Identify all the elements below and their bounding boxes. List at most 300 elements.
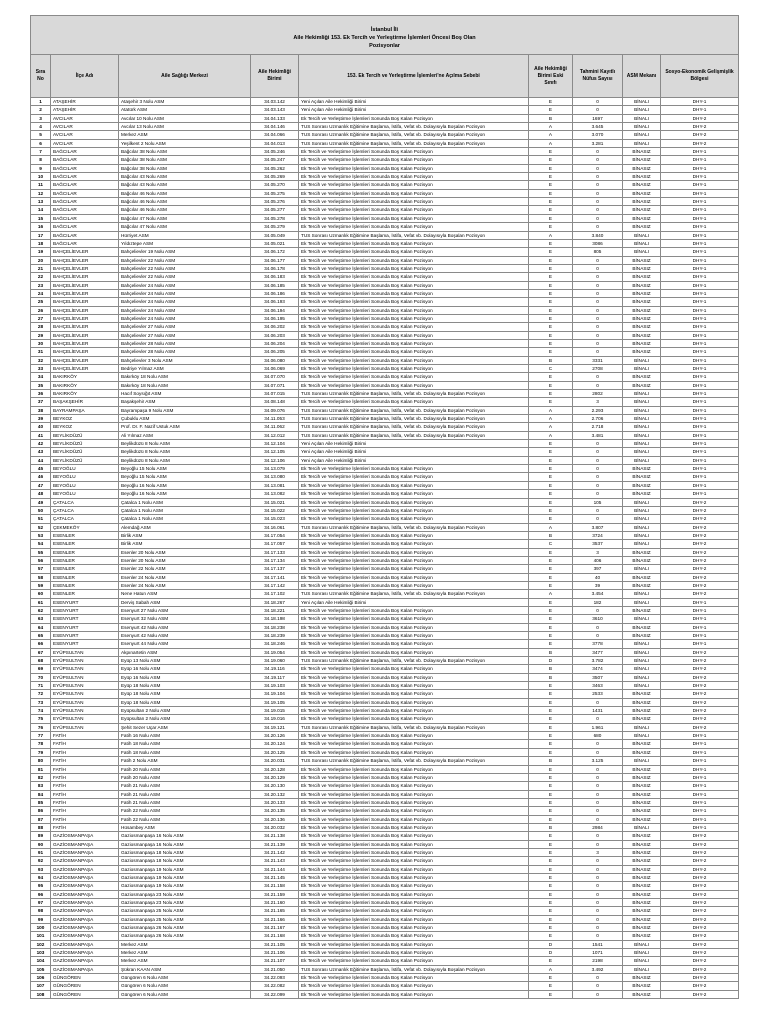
row-number: 59 xyxy=(31,581,51,589)
table-row xyxy=(31,281,739,289)
health-center-cell: Fatih 20 Nolu ASM xyxy=(119,765,251,773)
row-number: 36 xyxy=(31,390,51,398)
unit-code-cell: 34.05.246 xyxy=(251,148,299,156)
building-cell: BİNASIZ xyxy=(623,773,661,781)
health-center-cell: Eyüp 16 Nolu ASM xyxy=(119,665,251,673)
unit-code-cell: 34.21.165 xyxy=(251,907,299,915)
reason-cell: Ek Tercih ve Yerleştirme İşlemleri Sonunda Boş Kalan Pozisyon xyxy=(299,990,529,998)
building-cell: BİNASIZ xyxy=(623,298,661,306)
old-class-cell: E xyxy=(529,565,573,573)
region-cell: DHY-1 xyxy=(661,98,739,106)
unit-code-cell: 34.18.239 xyxy=(251,632,299,640)
district-cell: EYÜPSULTAN xyxy=(51,715,119,723)
district-cell: BAHÇELİEVLER xyxy=(51,248,119,256)
population-cell: 0 xyxy=(573,164,623,172)
row-number: 8 xyxy=(31,156,51,164)
population-cell: 0 xyxy=(573,281,623,289)
table-row xyxy=(31,598,739,606)
unit-code-cell: 34.18.246 xyxy=(251,640,299,648)
reason-cell: TUS Sonrası Uzmanlık Eğitimine Başlama, İstifa, Vefat vb. Dolayısıyla Boşalan Pozisyon xyxy=(299,406,529,414)
unit-code-cell: 34.21.145 xyxy=(251,873,299,881)
health-center-cell: Bağcılar 47 Nolu ASM xyxy=(119,214,251,222)
building-cell: BİNALI xyxy=(623,231,661,239)
reason-cell: TUS Sonrası Uzmanlık Eğitimine Başlama, İstifa, Vefat vb. Dolayısıyla Boşalan Pozisyon xyxy=(299,757,529,765)
old-class-cell: A xyxy=(529,406,573,414)
health-center-cell: Gaziosmanpaşa 16 Nolu ASM xyxy=(119,840,251,848)
unit-code-cell: 34.21.107 xyxy=(251,957,299,965)
health-center-cell: Merkez ASM xyxy=(119,940,251,948)
district-cell: BAHÇELİEVLER xyxy=(51,323,119,331)
reason-cell: TUS Sonrası Uzmanlık Eğitimine Başlama, İstifa, Vefat vb. Dolayısıyla Boşalan Pozisyon xyxy=(299,423,529,431)
population-cell: 0 xyxy=(573,606,623,614)
region-cell: DHY-1 xyxy=(661,465,739,473)
unit-code-cell: 34.05.279 xyxy=(251,223,299,231)
district-cell: ESENLER xyxy=(51,581,119,589)
health-center-cell: Bahçelievler 24 Nolu ASM xyxy=(119,281,251,289)
building-cell: BİNALI xyxy=(623,965,661,973)
population-cell: 0 xyxy=(573,98,623,106)
region-cell: DHY-2 xyxy=(661,581,739,589)
table-row xyxy=(31,231,739,239)
unit-code-cell: 34.12.105 xyxy=(251,448,299,456)
building-cell: BİNASIZ xyxy=(623,289,661,297)
old-class-cell: E xyxy=(529,974,573,982)
unit-code-cell: 34.06.204 xyxy=(251,339,299,347)
building-cell: BİNASIZ xyxy=(623,865,661,873)
reason-cell: Ek Tercih ve Yerleştirme İşlemleri Sonunda Boş Kalan Pozisyon xyxy=(299,807,529,815)
unit-code-cell: 34.21.138 xyxy=(251,832,299,840)
health-center-cell: Bahçelievler 19 Nolu ASM xyxy=(119,248,251,256)
unit-code-cell: 34.20.126 xyxy=(251,732,299,740)
population-cell: 3477 xyxy=(573,648,623,656)
unit-code-cell: 34.17.057 xyxy=(251,540,299,548)
reason-cell: Ek Tercih ve Yerleştirme İşlemleri Sonunda Boş Kalan Pozisyon xyxy=(299,623,529,631)
table-row xyxy=(31,832,739,840)
row-number: 17 xyxy=(31,231,51,239)
reason-cell: Ek Tercih ve Yerleştirme İşlemleri Sonunda Boş Kalan Pozisyon xyxy=(299,765,529,773)
region-cell: DHY-2 xyxy=(661,848,739,856)
population-cell: 0 xyxy=(573,932,623,940)
health-center-cell: Prof. Dr. F. Nazif Ustuk ASM xyxy=(119,423,251,431)
building-cell: BİNASIZ xyxy=(623,632,661,640)
table-row xyxy=(31,481,739,489)
region-cell: DHY-2 xyxy=(661,131,739,139)
unit-code-cell: 34.19.117 xyxy=(251,673,299,681)
row-number: 62 xyxy=(31,606,51,614)
district-cell: EYÜPSULTAN xyxy=(51,707,119,715)
row-number: 43 xyxy=(31,448,51,456)
health-center-cell: Bahçelievler 22 Nolu ASM xyxy=(119,256,251,264)
table-row xyxy=(31,732,739,740)
health-center-cell: Güngören 6 Nolu ASM xyxy=(119,982,251,990)
district-cell: FATİH xyxy=(51,807,119,815)
row-number: 29 xyxy=(31,331,51,339)
reason-cell: Ek Tercih ve Yerleştirme İşlemleri Sonunda Boş Kalan Pozisyon xyxy=(299,890,529,898)
old-class-cell: E xyxy=(529,448,573,456)
unit-code-cell: 34.17.137 xyxy=(251,565,299,573)
building-cell: BİNALI xyxy=(623,356,661,364)
population-cell: 1071 xyxy=(573,949,623,957)
population-cell: 0 xyxy=(573,348,623,356)
table-row xyxy=(31,398,739,406)
table-row xyxy=(31,264,739,272)
region-cell: DHY-2 xyxy=(661,940,739,948)
district-cell: GAZİOSMANPAŞA xyxy=(51,932,119,940)
reason-cell: Ek Tercih ve Yerleştirme İşlemleri Sonunda Boş Kalan Pozisyon xyxy=(299,982,529,990)
table-row xyxy=(31,148,739,156)
region-cell: DHY-1 xyxy=(661,623,739,631)
region-cell: DHY-2 xyxy=(661,123,739,131)
population-cell: 2533 xyxy=(573,690,623,698)
row-number: 41 xyxy=(31,431,51,439)
reason-cell: Ek Tercih ve Yerleştirme İşlemleri Sonunda Boş Kalan Pozisyon xyxy=(299,873,529,881)
row-number: 103 xyxy=(31,949,51,957)
unit-code-cell: 34.17.054 xyxy=(251,531,299,539)
building-cell: BİNASIZ xyxy=(623,323,661,331)
region-cell: DHY-1 xyxy=(661,823,739,831)
building-cell: BİNALI xyxy=(623,565,661,573)
old-class-cell: E xyxy=(529,873,573,881)
table-row xyxy=(31,289,739,297)
unit-code-cell: 34.03.142 xyxy=(251,98,299,106)
building-cell: BİNASIZ xyxy=(623,873,661,881)
table-row xyxy=(31,907,739,915)
reason-cell: Ek Tercih ve Yerleştirme İşlemleri Sonunda Boş Kalan Pozisyon xyxy=(299,398,529,406)
old-class-cell: E xyxy=(529,848,573,856)
district-cell: EYÜPSULTAN xyxy=(51,657,119,665)
region-cell: DHY-2 xyxy=(661,882,739,890)
old-class-cell: E xyxy=(529,556,573,564)
unit-code-cell: 34.05.049 xyxy=(251,231,299,239)
row-number: 32 xyxy=(31,356,51,364)
region-cell: DHY-2 xyxy=(661,531,739,539)
row-number: 33 xyxy=(31,365,51,373)
region-cell: DHY-2 xyxy=(661,673,739,681)
health-center-cell: Çubuklu ASM xyxy=(119,415,251,423)
row-number: 68 xyxy=(31,657,51,665)
population-cell: 0 xyxy=(573,206,623,214)
population-cell: 3610 xyxy=(573,615,623,623)
old-class-cell: E xyxy=(529,339,573,347)
population-cell: 3778 xyxy=(573,640,623,648)
region-cell: DHY-2 xyxy=(661,698,739,706)
district-cell: BAHÇELİEVLER xyxy=(51,356,119,364)
building-cell: BİNALI xyxy=(623,949,661,957)
building-cell: BİNALI xyxy=(623,390,661,398)
row-number: 52 xyxy=(31,523,51,531)
district-cell: FATİH xyxy=(51,757,119,765)
reason-cell: TUS Sonrası Uzmanlık Eğitimine Başlama, İstifa, Vefat vb. Dolayısıyla Boşalan Pozisyon xyxy=(299,390,529,398)
row-number: 85 xyxy=(31,798,51,806)
district-cell: GAZİOSMANPAŞA xyxy=(51,957,119,965)
unit-code-cell: 34.21.160 xyxy=(251,899,299,907)
district-cell: ESENYURT xyxy=(51,598,119,606)
population-cell: 0 xyxy=(573,623,623,631)
row-number: 83 xyxy=(31,782,51,790)
building-cell: BİNALI xyxy=(623,123,661,131)
table-row xyxy=(31,707,739,715)
building-cell: BİNASIZ xyxy=(623,915,661,923)
population-cell: 0 xyxy=(573,765,623,773)
health-center-cell: Hürriyet ASM xyxy=(119,231,251,239)
building-cell: BİNALI xyxy=(623,239,661,247)
region-cell: DHY-1 xyxy=(661,440,739,448)
old-class-cell: E xyxy=(529,782,573,790)
population-cell: 2198 xyxy=(573,957,623,965)
row-number: 54 xyxy=(31,540,51,548)
district-cell: BEYLİKDÜZÜ xyxy=(51,440,119,448)
old-class-cell: E xyxy=(529,707,573,715)
unit-code-cell: 34.20.125 xyxy=(251,748,299,756)
reason-cell: Yeni Açılan Aile Hekimliği Birimi xyxy=(299,440,529,448)
old-class-cell: E xyxy=(529,398,573,406)
region-cell: DHY-2 xyxy=(661,957,739,965)
table-row xyxy=(31,548,739,556)
unit-code-cell: 34.21.168 xyxy=(251,932,299,940)
building-cell: BİNALI xyxy=(623,640,661,648)
reason-cell: Ek Tercih ve Yerleştirme İşlemleri Sonunda Boş Kalan Pozisyon xyxy=(299,932,529,940)
unit-code-cell: 34.05.021 xyxy=(251,239,299,247)
building-cell: BİNASIZ xyxy=(623,623,661,631)
table-row xyxy=(31,323,739,331)
health-center-cell: Eyüp 18 Nolu ASM xyxy=(119,698,251,706)
unit-code-cell: 34.05.270 xyxy=(251,181,299,189)
population-cell: 0 xyxy=(573,907,623,915)
population-cell: 3.125 xyxy=(573,757,623,765)
row-number: 80 xyxy=(31,757,51,765)
health-center-cell: Güngören 6 Nolu ASM xyxy=(119,974,251,982)
old-class-cell: B xyxy=(529,665,573,673)
building-cell: BİNASIZ xyxy=(623,148,661,156)
population-cell: 0 xyxy=(573,289,623,297)
old-class-cell: E xyxy=(529,632,573,640)
unit-code-cell: 34.05.262 xyxy=(251,164,299,172)
health-center-cell: Gaziosmanpaşa 23 Nolu ASM xyxy=(119,899,251,907)
building-cell: BİNALI xyxy=(623,506,661,514)
building-cell: BİNASIZ xyxy=(623,556,661,564)
unit-code-cell: 34.19.103 xyxy=(251,682,299,690)
table-row xyxy=(31,273,739,281)
row-number: 21 xyxy=(31,264,51,272)
row-number: 96 xyxy=(31,890,51,898)
population-cell: 0 xyxy=(573,106,623,114)
health-center-cell: Bağcılar 46 Nolu ASM xyxy=(119,189,251,197)
reason-cell: Ek Tercih ve Yerleştirme İşlemleri Sonunda Boş Kalan Pozisyon xyxy=(299,373,529,381)
health-center-cell: Gaziosmanpaşa 26 Nolu ASM xyxy=(119,932,251,940)
region-cell: DHY-1 xyxy=(661,239,739,247)
unit-code-cell: 34.22.093 xyxy=(251,974,299,982)
region-cell: DHY-2 xyxy=(661,949,739,957)
health-center-cell: Gaziosmanpaşa 18 Nolu ASM xyxy=(119,857,251,865)
reason-cell: Ek Tercih ve Yerleştirme İşlemleri Sonunda Boş Kalan Pozisyon xyxy=(299,848,529,856)
unit-code-cell: 34.21.139 xyxy=(251,840,299,848)
reason-cell: Ek Tercih ve Yerleştirme İşlemleri Sonunda Boş Kalan Pozisyon xyxy=(299,273,529,281)
table-row xyxy=(31,773,739,781)
table-row xyxy=(31,657,739,665)
district-cell: GAZİOSMANPAŞA xyxy=(51,915,119,923)
reason-cell: Yeni Açılan Aile Hekimliği Birimi xyxy=(299,598,529,606)
row-number: 108 xyxy=(31,990,51,998)
row-number: 102 xyxy=(31,940,51,948)
unit-code-cell: 34.05.277 xyxy=(251,206,299,214)
district-cell: BEYKOZ xyxy=(51,423,119,431)
region-cell: DHY-2 xyxy=(661,982,739,990)
row-number: 79 xyxy=(31,748,51,756)
population-cell: 0 xyxy=(573,865,623,873)
reason-cell: Ek Tercih ve Yerleştirme İşlemleri Sonunda Boş Kalan Pozisyon xyxy=(299,665,529,673)
old-class-cell: A xyxy=(529,431,573,439)
reason-cell: Ek Tercih ve Yerleştirme İşlemleri Sonunda Boş Kalan Pozisyon xyxy=(299,565,529,573)
health-center-cell: Yeşilkent 2 Nolu ASM xyxy=(119,139,251,147)
health-center-cell: Gaziosmanpaşa 26 Nolu ASM xyxy=(119,924,251,932)
table-row xyxy=(31,440,739,448)
row-number: 93 xyxy=(31,865,51,873)
unit-code-cell: 34.06.186 xyxy=(251,289,299,297)
health-center-cell: Bakırköy 18 Nolu ASM xyxy=(119,381,251,389)
table-row xyxy=(31,314,739,322)
population-cell: 0 xyxy=(573,298,623,306)
unit-code-cell: 34.19.016 xyxy=(251,715,299,723)
district-cell: ESENLER xyxy=(51,556,119,564)
region-cell: DHY-2 xyxy=(661,915,739,923)
old-class-cell: B xyxy=(529,673,573,681)
district-cell: BAĞCILAR xyxy=(51,156,119,164)
health-center-cell: Esenyurt 44 Nolu ASM xyxy=(119,640,251,648)
table-row xyxy=(31,465,739,473)
table-row xyxy=(31,723,739,731)
row-number: 74 xyxy=(31,707,51,715)
district-cell: AVCILAR xyxy=(51,123,119,131)
table-row xyxy=(31,581,739,589)
population-cell: 0 xyxy=(573,264,623,272)
table-row xyxy=(31,423,739,431)
old-class-cell: E xyxy=(529,440,573,448)
table-row xyxy=(31,865,739,873)
region-cell: DHY-2 xyxy=(661,840,739,848)
row-number: 38 xyxy=(31,406,51,414)
reason-cell: Ek Tercih ve Yerleştirme İşlemleri Sonunda Boş Kalan Pozisyon xyxy=(299,823,529,831)
unit-code-cell: 34.06.178 xyxy=(251,264,299,272)
building-cell: BİNASIZ xyxy=(623,465,661,473)
table-row xyxy=(31,990,739,998)
region-cell: DHY-1 xyxy=(661,732,739,740)
reason-cell: Ek Tercih ve Yerleştirme İşlemleri Sonunda Boş Kalan Pozisyon xyxy=(299,840,529,848)
reason-cell: Ek Tercih ve Yerleştirme İşlemleri Sonunda Boş Kalan Pozisyon xyxy=(299,256,529,264)
district-cell: BAHÇELİEVLER xyxy=(51,281,119,289)
old-class-cell: E xyxy=(529,381,573,389)
health-center-cell: Esenler 22 Nolu ASM xyxy=(119,565,251,573)
population-cell: 0 xyxy=(573,314,623,322)
building-cell: BİNASIZ xyxy=(623,707,661,715)
old-class-cell: E xyxy=(529,465,573,473)
district-cell: BAHÇELİEVLER xyxy=(51,306,119,314)
unit-code-cell: 34.20.124 xyxy=(251,740,299,748)
population-cell: 3463 xyxy=(573,682,623,690)
population-cell: 0 xyxy=(573,873,623,881)
district-cell: BAKIRKÖY xyxy=(51,381,119,389)
row-number: 14 xyxy=(31,206,51,214)
unit-code-cell: 34.20.135 xyxy=(251,807,299,815)
region-cell: DHY-1 xyxy=(661,198,739,206)
unit-code-cell: 34.21.050 xyxy=(251,965,299,973)
population-cell: 0 xyxy=(573,815,623,823)
table-row xyxy=(31,974,739,982)
building-cell: BİNALI xyxy=(623,248,661,256)
building-cell: BİNASIZ xyxy=(623,331,661,339)
old-class-cell: A xyxy=(529,231,573,239)
old-class-cell: E xyxy=(529,798,573,806)
table-row xyxy=(31,223,739,231)
unit-code-cell: 34.20.130 xyxy=(251,782,299,790)
population-cell: 0 xyxy=(573,198,623,206)
population-cell: 3.645 xyxy=(573,123,623,131)
row-number: 97 xyxy=(31,899,51,907)
health-center-cell: Fatih 18 Nolu ASM xyxy=(119,740,251,748)
region-cell: DHY-1 xyxy=(661,373,739,381)
old-class-cell: E xyxy=(529,915,573,923)
col-header-unit: Aile Hekimliği Birimi xyxy=(251,55,299,98)
region-cell: DHY-2 xyxy=(661,873,739,881)
table-row xyxy=(31,206,739,214)
old-class-cell: E xyxy=(529,982,573,990)
district-cell: ESENLER xyxy=(51,548,119,556)
table-row xyxy=(31,932,739,940)
reason-cell: TUS Sonrası Uzmanlık Eğitimine Başlama, İstifa, Vefat vb. Dolayısıyla Boşalan Pozisyon xyxy=(299,965,529,973)
old-class-cell: E xyxy=(529,348,573,356)
unit-code-cell: 34.07.015 xyxy=(251,390,299,398)
building-cell: BİNALI xyxy=(623,531,661,539)
old-class-cell: E xyxy=(529,273,573,281)
health-center-cell: Gaziosmanpaşa 19 Nolu ASM xyxy=(119,873,251,881)
district-cell: GAZİOSMANPAŞA xyxy=(51,857,119,865)
building-cell: BİNASIZ xyxy=(623,932,661,940)
unit-code-cell: 34.17.133 xyxy=(251,548,299,556)
population-cell: 2.293 xyxy=(573,406,623,414)
unit-code-cell: 34.05.275 xyxy=(251,189,299,197)
health-center-cell: Fatih 22 Nolu ASM xyxy=(119,815,251,823)
unit-code-cell: 34.12.106 xyxy=(251,456,299,464)
reason-cell: TUS Sonrası Uzmanlık Eğitimine Başlama, İstifa, Vefat vb. Dolayısıyla Boşalan Pozisyon xyxy=(299,523,529,531)
district-cell: BEYKOZ xyxy=(51,415,119,423)
row-number: 106 xyxy=(31,974,51,982)
unit-code-cell: 34.17.142 xyxy=(251,581,299,589)
health-center-cell: Atatürk ASM xyxy=(119,106,251,114)
district-cell: BAHÇELİEVLER xyxy=(51,273,119,281)
col-header-building: ASM Mekanı xyxy=(623,55,661,98)
old-class-cell: B xyxy=(529,114,573,122)
district-cell: EYÜPSULTAN xyxy=(51,673,119,681)
health-center-cell: Çatalca 1 Nolu ASM xyxy=(119,498,251,506)
table-row xyxy=(31,164,739,172)
region-cell: DHY-1 xyxy=(661,740,739,748)
building-cell: BİNASIZ xyxy=(623,223,661,231)
region-cell: DHY-2 xyxy=(661,990,739,998)
health-center-cell: Gaziosmanpaşa 19 Nolu ASM xyxy=(119,865,251,873)
table-row xyxy=(31,690,739,698)
population-cell: 0 xyxy=(573,698,623,706)
health-center-cell: Bağcılar 38 Nolu ASM xyxy=(119,164,251,172)
table-row xyxy=(31,214,739,222)
reason-cell: Ek Tercih ve Yerleştirme İşlemleri Sonunda Boş Kalan Pozisyon xyxy=(299,632,529,640)
table-row xyxy=(31,506,739,514)
region-cell: DHY-1 xyxy=(661,398,739,406)
table-row xyxy=(31,873,739,881)
population-cell: 182 xyxy=(573,598,623,606)
health-center-cell: Şükran KAAN ASM xyxy=(119,965,251,973)
building-cell: BİNASIZ xyxy=(623,164,661,172)
unit-code-cell: 34.15.021 xyxy=(251,498,299,506)
health-center-cell: Çatalca 1 Nolu ASM xyxy=(119,515,251,523)
